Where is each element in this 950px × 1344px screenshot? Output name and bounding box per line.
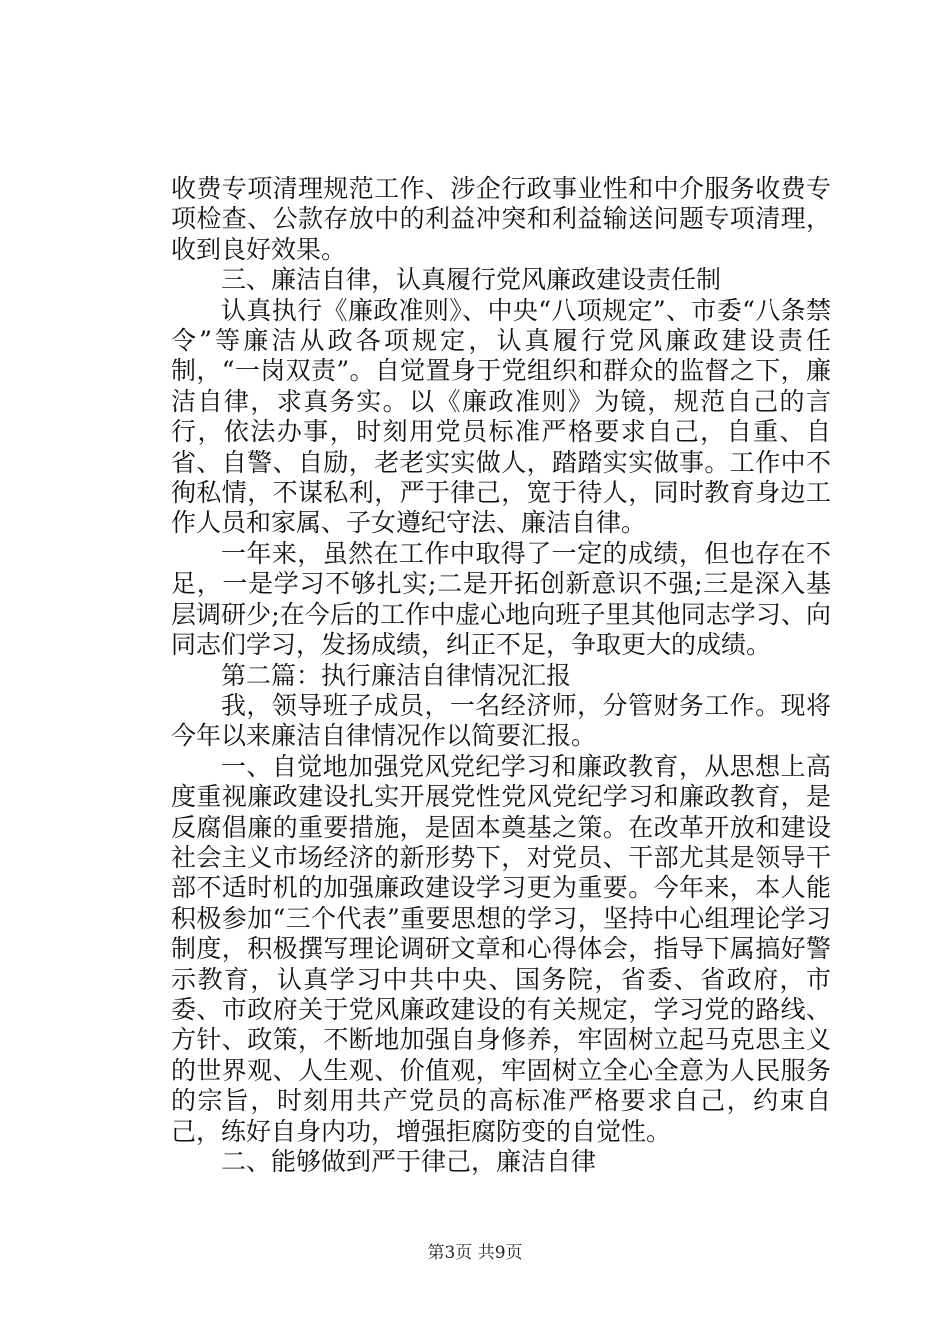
article-title-2: 第二篇：执行廉洁自律情况汇报 — [221, 660, 572, 690]
section-heading-2: 二、能够做到严于律己，廉洁自律 — [221, 1147, 597, 1176]
page-number: 第3页 共9页 — [427, 1243, 523, 1263]
paragraph-3: 一年来，虽然在工作中取得了一定的成绩，但也存在不足，一是学习不够扎实;二是开拓创新意识不强;三是深入基层调研少;在今后的工作中虚心地向班子里其他同志学习、向同志们学习，发扬成绩，纠正不足，争取更大的成绩。 — [171, 538, 831, 660]
document-body — [171, 174, 831, 1177]
paragraph-2: 认真执行《廉政准则》、中央“八项规定”、市委“八条禁令”等廉洁从政各项规定，认真履行党风廉政建设责任制，“一岗双责”。自觉置身于党组织和群众的监督之下，廉洁自律，求真务实。以《廉政准则》为镜，规范自己的言行，依法办事，时刻用党员标准严格要求自己，自重、自省、自警、自励，老老实实做人，踏踏实实做事。工作中不徇私情，不谋私利，严于律己，宽于待人，同时教育身边工作人员和家属、子女遵纪守法、廉洁自律。 — [171, 295, 831, 538]
paragraph-5: 一、自觉地加强党风党纪学习和廉政教育，从思想上高度重视廉政建设扎实开展党性党风党纪学习和廉政教育，是反腐倡廉的重要措施，是固本奠基之策。在改革开放和建设社会主义市场经济的新形势下，对党员、干部尤其是领导干部不适时机的加强廉政建设学习更为重要。今年来，本人能积极参加“三个代表”重要思想的学习，坚持中心组理论学习制度，积极撰写理论调研文章和心得体会，指导下属搞好警示教育，认真学习中共中央、国务院，省委、省政府，市委、市政府关于党风廉政建设的有关规定，学习党的路线、方针、政策，不断地加强自身修养，牢固树立起马克思主义的世界观、人生观、价值观，牢固树立全心全意为人民服务的宗旨，时刻用共产党员的高标准严格要求自己，约束自己，练好自身内功，增强拒腐防变的自觉性。 — [171, 751, 831, 1146]
section-heading-3: 三、廉洁自律，认真履行党风廉政建设责任制 — [221, 265, 722, 295]
paragraph-4: 我，领导班子成员，一名经济师，分管财务工作。现将今年以来廉洁自律情况作以简要汇报。 — [171, 690, 831, 751]
paragraph-1: 收费专项清理规范工作、涉企行政事业性和中介服务收费专项检查、公款存放中的利益冲突和利益输送问题专项清理，收到良好效果。 — [171, 174, 831, 264]
